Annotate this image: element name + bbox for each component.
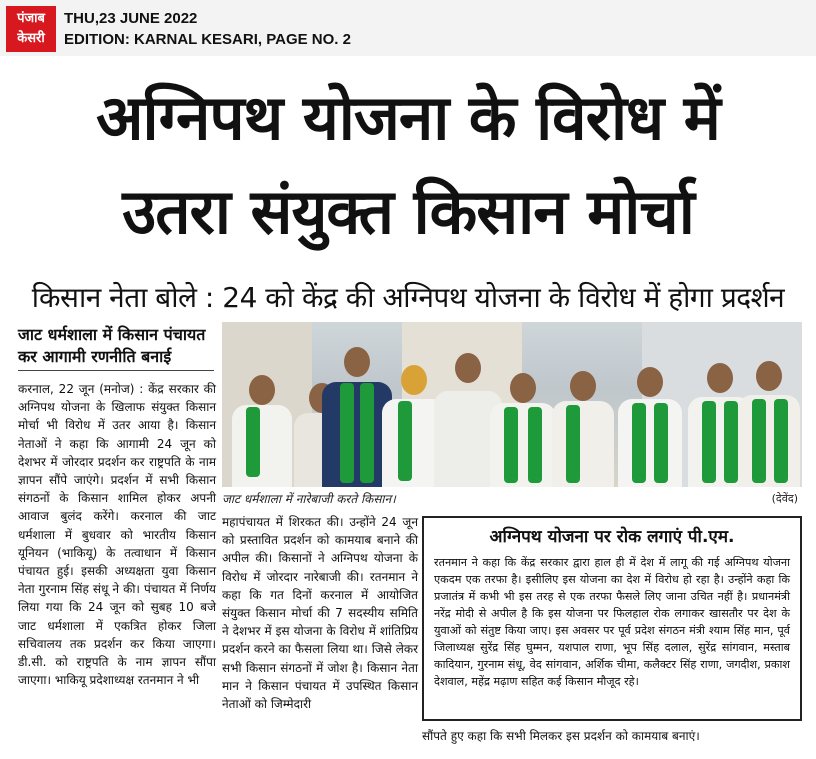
headline-line-2: उतरा संयुक्त किसान मोर्चा — [122, 175, 694, 248]
punjab-kesari-logo — [6, 6, 56, 52]
subheadline: किसान नेता बोले : 24 को केंद्र की अग्निपथ योजना के विरोध में होगा प्रदर्शन — [31, 281, 785, 314]
edition-label: EDITION: KARNAL KESARI, PAGE NO. 2 — [64, 31, 351, 48]
logo-line-1: पंजाब — [17, 11, 45, 26]
masthead-bar — [0, 0, 816, 56]
farmer-figure — [618, 361, 682, 487]
photo-credit: (देवेंद) — [771, 492, 798, 505]
news-photo — [222, 322, 802, 487]
article-column-2: महापंचायत में शिरकत की। उन्होंने 24 जून को प्रस्तावित प्रदर्शन को कामयाब बनाने की अपील की। किसानों ने अग्निपथ योजना के विरोध में जोरदार नारेबाजी की। रतनमान ने कहा कि गत दिनों करनाल में आयोजित संयुक्त किसान मोर्चा की 7 सदस्यीय समिति ने देशभर में इस योजना के विरोध में शांतिप्रिय प्रदर्शन करने का फैसला लिया था। जिसे लेकर सभी किसान संगठनों में जोश है। किसान नेता मान ने किसान पंचायत में उपस्थित किसान नेताओं को जिम्मेदारी — [222, 515, 418, 712]
article-continuation: सौंपते हुए कहा कि सभी मिलकर इस प्रदर्शन को कामयाब बनाएं। — [422, 729, 700, 743]
photo-caption — [222, 489, 802, 509]
boxed-story-title: अग्निपथ योजना पर रोक लगाएं पी.एम. — [489, 527, 735, 547]
logo-line-2: केसरी — [17, 31, 45, 46]
article-column-1: करनाल, 22 जून (मनोज) : केंद्र सरकार की अग्निपथ योजना के खिलाफ संयुक्त किसान मोर्चा भी विरोध में उतर आया है। किसान नेताओं ने कहा कि आगामी 24 जून को देशभर में जोरदार प्रदर्शन कर राष्ट्रपति के नाम ज्ञापन सौंपे जाएंगे। प्रदर्शन में सभी किसान संगठनों के किसान शामिल होकर अपनी आवाज बुलंद करेंगे। करनाल की जाट धर्मशाला में बुधवार को भारतीय किसान यूनियन (भाकियू) के तत्वाधान में किसान पंचायत हुई। इसकी अध्यक्षता युवा किसान नेता गुरनाम सिंह संधू ने की। पंचायत में निर्णय लिया गया कि 24 जून को सुबह 10 बजे जाट धर्मशाला में एकत्रित होकर जिला सचिवालय तक प्रदर्शन कर किया जाएगा। डी.सी. को राष्ट्रपति के नाम ज्ञापन सौंपा जाएगा। भाकियू प्रदेशाध्यक्ष रतनमान ने भी — [18, 382, 216, 688]
farmer-figure — [552, 365, 614, 487]
publication-date: THU,23 JUNE 2022 — [64, 10, 198, 27]
edition-info — [64, 8, 351, 50]
headline-line-1: अग्निपथ योजना के विरोध में — [96, 81, 720, 154]
side-story-heading: जाट धर्मशाला में किसान पंचायत कर आगामी रणनीति बनाई — [18, 324, 214, 371]
farmer-figure — [490, 367, 556, 487]
boxed-story-body: रतनमान ने कहा कि केंद्र सरकार द्वारा हाल ही में देश में लागू की गई अग्निपथ योजना एकदम एक तरफा है। इसीलिए इस योजना का देश में विरोध हो रहा है। उन्होंने कहा कि प्रजातंत्र में कभी भी इस तरह से एक तरफा फैसले लिए जाना उचित नहीं है। प्रधानमंत्री नरेंद्र मोदी से अपील है कि इस योजना पर फिलहाल रोक लगाकर खासतौर पर देश के युवाओं को संतुष्ट किया जाए। इस अवसर पर पूर्व प्रदेश संगठन मंत्री श्याम सिंह मान, पूर्व जिलाध्यक्ष सुरेंद्र सिंह घुम्मन, यशपाल राणा, भूप सिंह दलाल, सुरेंद्र सांगवान, मस्ताब कादियान, गुरनाम संधू, वेद सांगवान, अर्शिक चीमा, कलैक्टर सिंह राणा, जगदीश, प्रकाश देशवाल, महेंद्र मढ़ाण सहित कई किसान मौजूद रहे। — [434, 556, 790, 688]
farmer-figure — [232, 367, 292, 487]
boxed-story — [422, 516, 802, 721]
farmer-figure — [738, 355, 800, 487]
photo-caption-text: जाट धर्मशाला में नारेबाजी करते किसान। — [222, 492, 396, 506]
